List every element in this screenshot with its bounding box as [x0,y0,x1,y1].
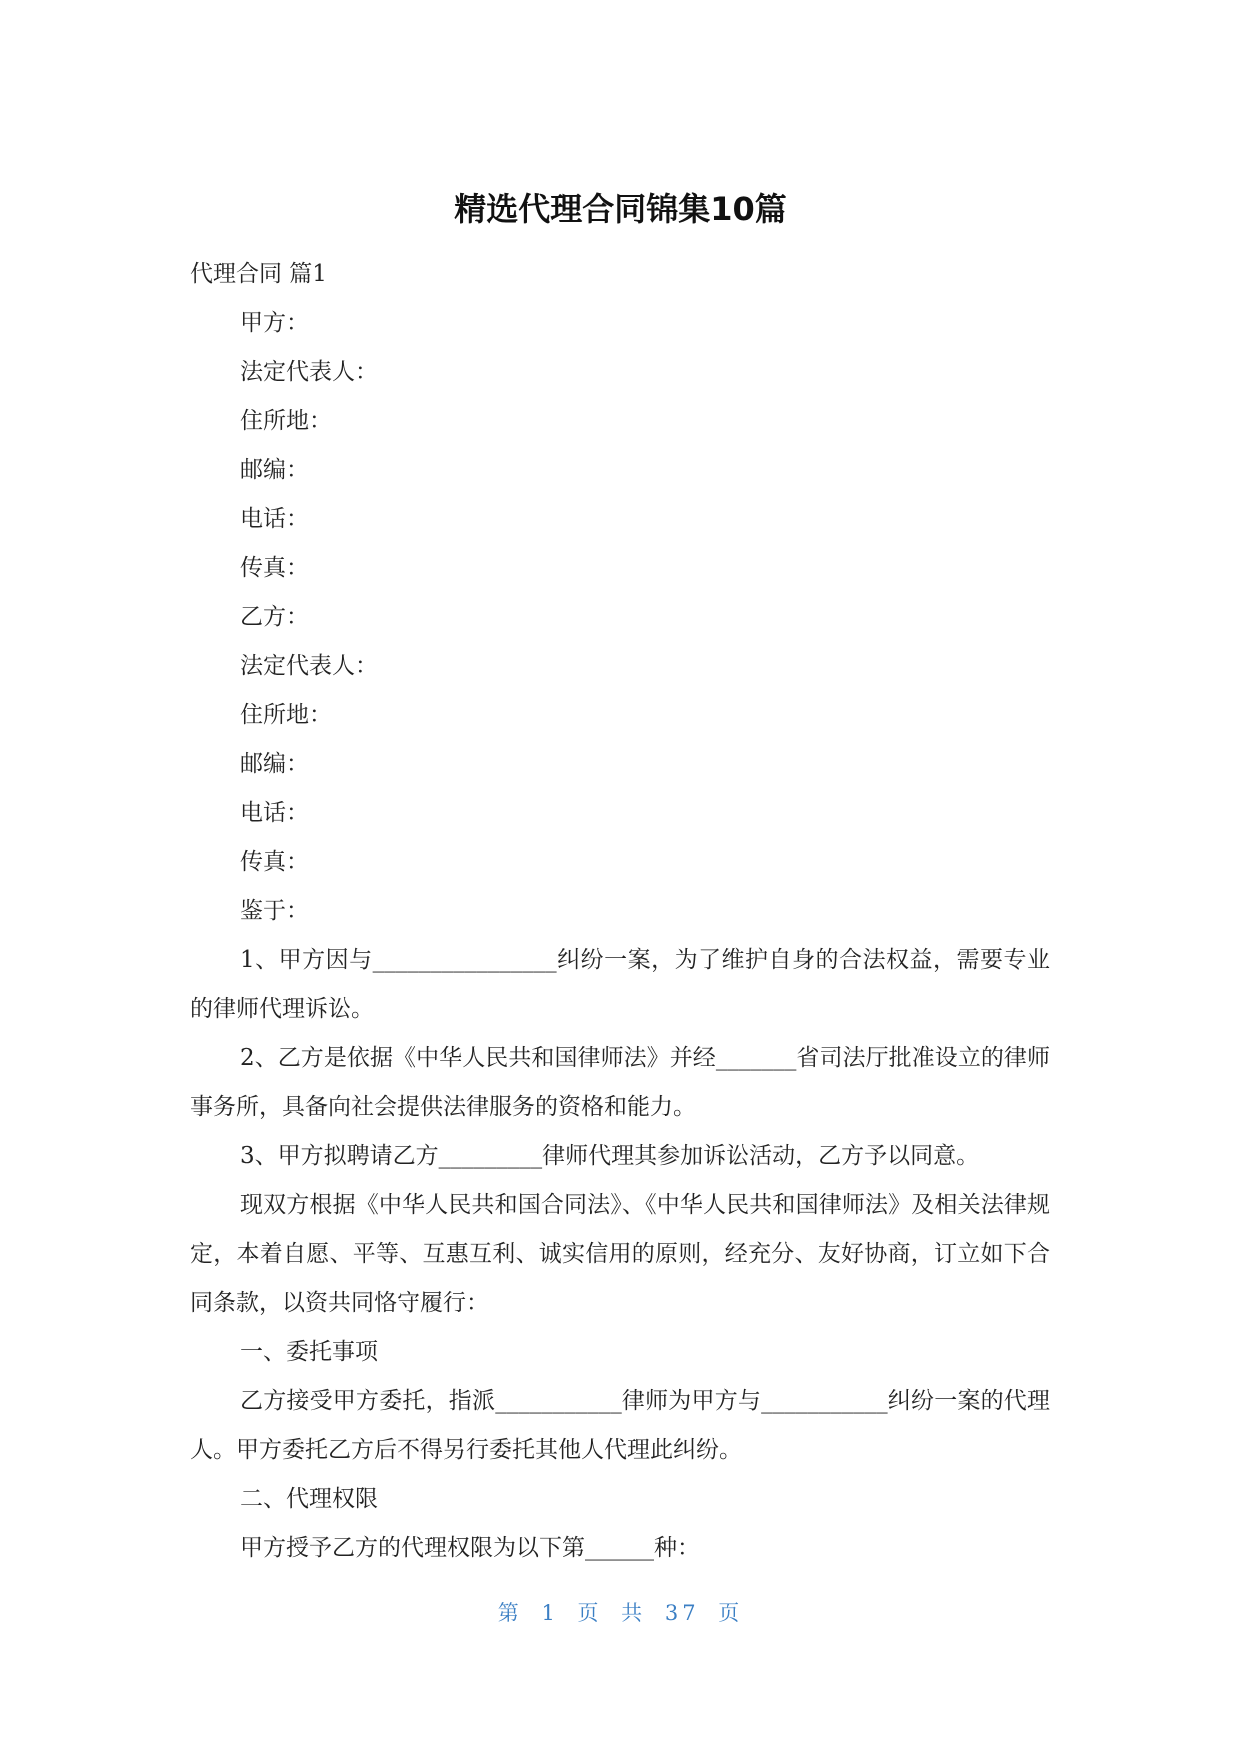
party-a-address: 住所地： [240,408,332,434]
party-b-postcode: 邮编： [240,751,309,777]
document-body [190,250,1050,1573]
party-a-fax: 传真： [240,555,309,581]
recital-preamble: 现双方根据《中华人民共和国合同法》、《中华人民共和国律师法》及相关法律规定，本着自愿、平等、互惠互利、诚实信用的原则，经充分、友好协商，订立如下合同条款，以资共同恪守履行： [190,1192,1050,1316]
page-number-footer: 第 1 页 共 37 页 [497,1601,744,1625]
recital-1: 1、甲方因与________________纠纷一案，为了维护自身的合法权益，需要专业的律师代理诉讼。 [190,947,1050,1022]
clause-1-heading: 一、委托事项 [240,1339,378,1365]
party-b-address: 住所地： [240,702,332,728]
document-title: 精选代理合同锦集10篇 [454,190,787,228]
recital-3: 3、甲方拟聘请乙方_________律师代理其参加诉讼活动，乙方予以同意。 [240,1143,980,1169]
party-b-phone: 电话： [240,800,309,826]
whereas-label: 鉴于： [240,898,309,924]
party-b-fax: 传真： [240,849,309,875]
party-a-postcode: 邮编： [240,457,309,483]
party-a-phone: 电话： [240,506,309,532]
recital-2: 2、乙方是依据《中华人民共和国律师法》并经_______省司法厅批准设立的律师事务所，具备向社会提供法律服务的资格和能力。 [190,1045,1050,1120]
clause-1-text: 乙方接受甲方委托，指派___________律师为甲方与___________纠纷一案的代理人。甲方委托乙方后不得另行委托其他人代理此纠纷。 [190,1388,1050,1463]
party-b-legal-rep: 法定代表人： [240,653,378,679]
party-a-label: 甲方： [240,310,309,336]
clause-2-text: 甲方授予乙方的代理权限为以下第______种： [240,1535,700,1561]
party-a-legal-rep: 法定代表人： [240,359,378,385]
party-b-label: 乙方： [240,604,309,630]
clause-2-heading: 二、代理权限 [240,1486,378,1512]
section-heading: 代理合同 篇1 [190,261,327,287]
